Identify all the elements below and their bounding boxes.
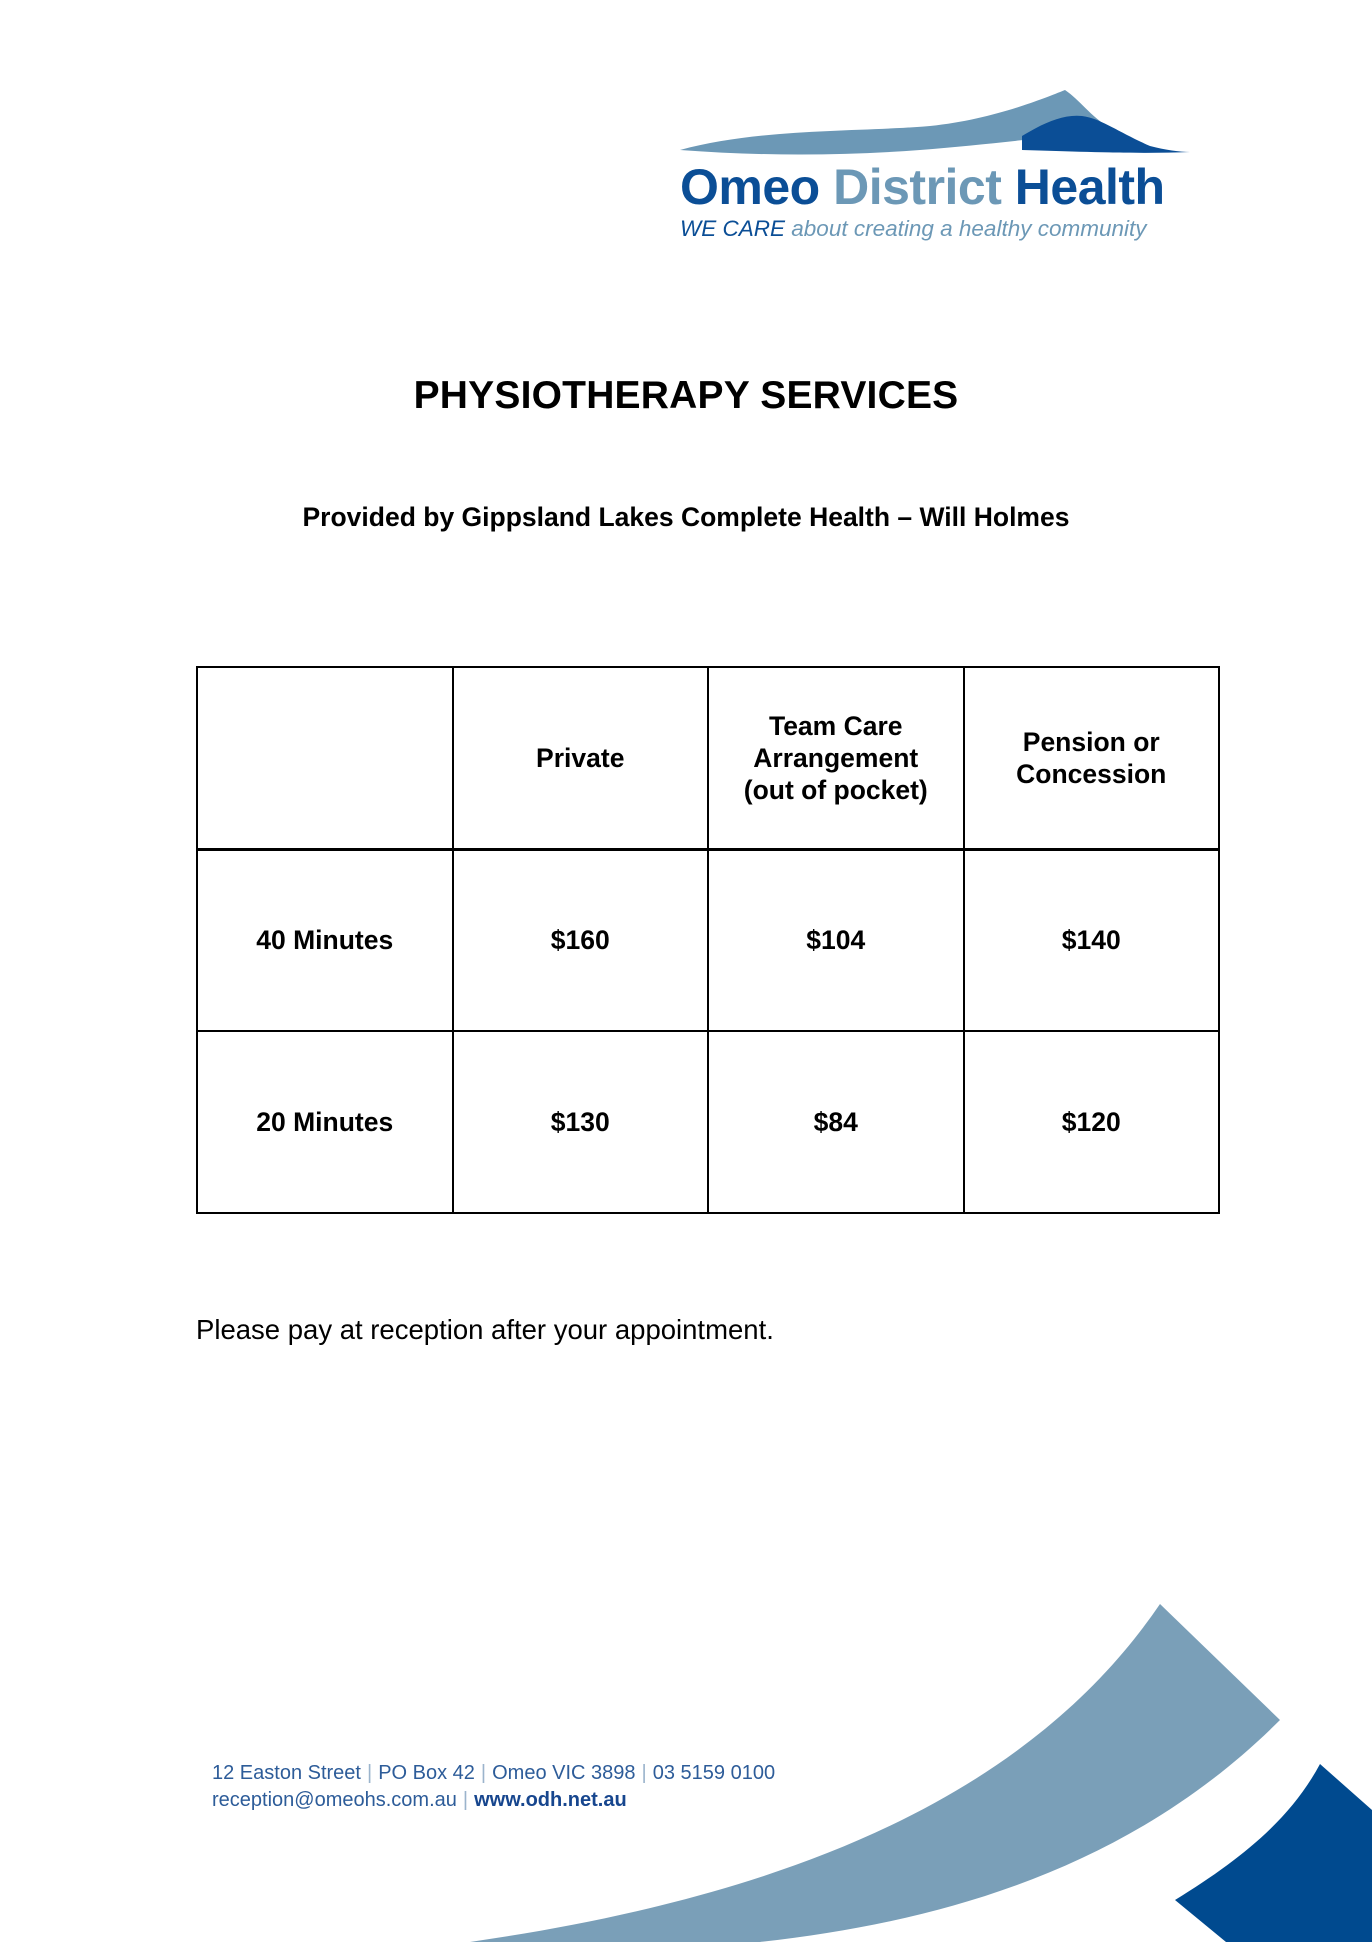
- table-cell: $130: [453, 1031, 709, 1213]
- table-cell: $104: [708, 849, 964, 1031]
- footer-line-1: [212, 1760, 775, 1787]
- table-cell: 20 Minutes: [197, 1031, 453, 1213]
- footer-separator: |: [366, 1762, 373, 1784]
- footer-email[interactable]: reception@omeohs.com.au: [212, 1789, 457, 1811]
- table-cell: $140: [964, 849, 1220, 1031]
- logo-tagline-strong: WE CARE: [680, 216, 786, 241]
- footer-phone: 03 5159 0100: [652, 1762, 776, 1784]
- logo-name-part2: District: [833, 159, 1002, 215]
- footer-separator: |: [641, 1762, 647, 1784]
- table-cell: $160: [453, 849, 709, 1031]
- table-cell: 40 Minutes: [197, 849, 453, 1031]
- page-subtitle: Provided by Gippsland Lakes Complete Health – Will Holmes: [302, 502, 1070, 532]
- table-header-cell: Private: [453, 667, 709, 849]
- page-title: PHYSIOTHERAPY SERVICES: [413, 374, 959, 417]
- logo-name-part3: Health: [1014, 159, 1165, 215]
- footer-contact: [212, 1760, 775, 1814]
- footer-line-2: [212, 1787, 775, 1814]
- footer-website-link[interactable]: www.odh.net.au: [474, 1789, 627, 1811]
- table-header-text: Pension or Concession: [1016, 726, 1167, 789]
- logo-name-part1: Omeo: [680, 159, 820, 215]
- table-header-text: Team Care Arrangement (out of pocket): [743, 710, 928, 805]
- table-cell: $84: [708, 1031, 964, 1213]
- footer-address: 12 Easton Street: [212, 1762, 361, 1784]
- table-cell: $120: [964, 1031, 1220, 1213]
- footer-po-box: PO Box 42: [378, 1762, 475, 1784]
- logo-tagline-rest: about creating a healthy community: [791, 216, 1147, 241]
- payment-note: Please pay at reception after your appointment.: [196, 1314, 774, 1345]
- footer-separator: |: [480, 1762, 487, 1784]
- footer-town: Omeo VIC 3898: [492, 1762, 636, 1784]
- footer-separator: |: [462, 1789, 469, 1811]
